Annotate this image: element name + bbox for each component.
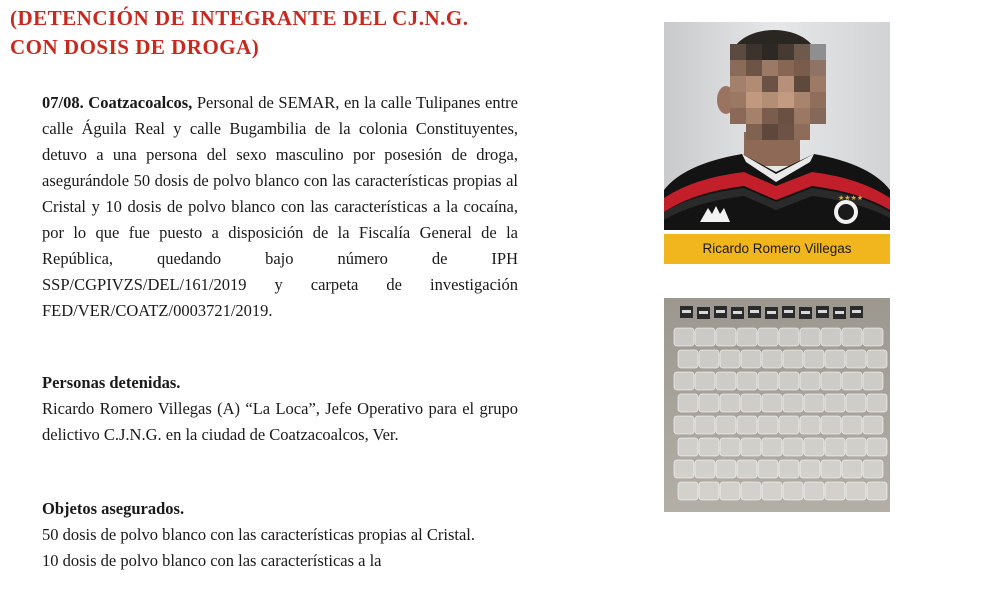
title-line-1: (DETENCIÓN DE INTEGRANTE DEL CJ.N.G.: [10, 6, 469, 30]
detained-text: Ricardo Romero Villegas (A) “La Loca”, Jefe Operativo para el grupo delictivo C.J.N.G. en la ciudad de Coatzacoalcos, Ver.: [42, 399, 518, 444]
evidence-photo: [664, 298, 890, 512]
title-line-2: CON DOSIS DE DROGA): [10, 35, 260, 59]
report-text: Personal de SEMAR, en la calle Tulipanes entre calle Águila Real y calle Bugambilia de la colonia Constituyentes, detuvo a una persona del sexo masculino por posesión de droga, asegurándole 50 dosis de polvo blanco con las características propias al Cristal y 10 dosis de polvo blanco con las características a la cocaína, por lo que fue puesto a disposición de la Fiscalía General de la República, quedando bajo número de IPH SSP/CGPIVZS/DEL/161/2019 y carpeta de investigación FED/VER/COATZ/0003721/2019.: [42, 93, 519, 320]
photo-caption: Ricardo Romero Villegas: [664, 234, 890, 264]
seized-item-1: 50 dosis de polvo blanco con las características propias al Cristal.: [42, 525, 476, 544]
seized-heading: Objetos asegurados.: [42, 499, 185, 518]
document-title: [10, 4, 550, 62]
report-paragraph: [42, 90, 518, 324]
seized-section: [42, 496, 518, 574]
report-date-location: 07/08. Coatzacoalcos,: [42, 93, 193, 112]
detained-heading: Personas detenidas.: [42, 373, 181, 392]
detained-section: [42, 370, 518, 448]
svg-text:★★★★: ★★★★: [838, 194, 864, 202]
seized-item-2: 10 dosis de polvo blanco con las características a la: [42, 551, 382, 570]
suspect-photo: [664, 22, 890, 230]
report-body: [42, 90, 518, 324]
